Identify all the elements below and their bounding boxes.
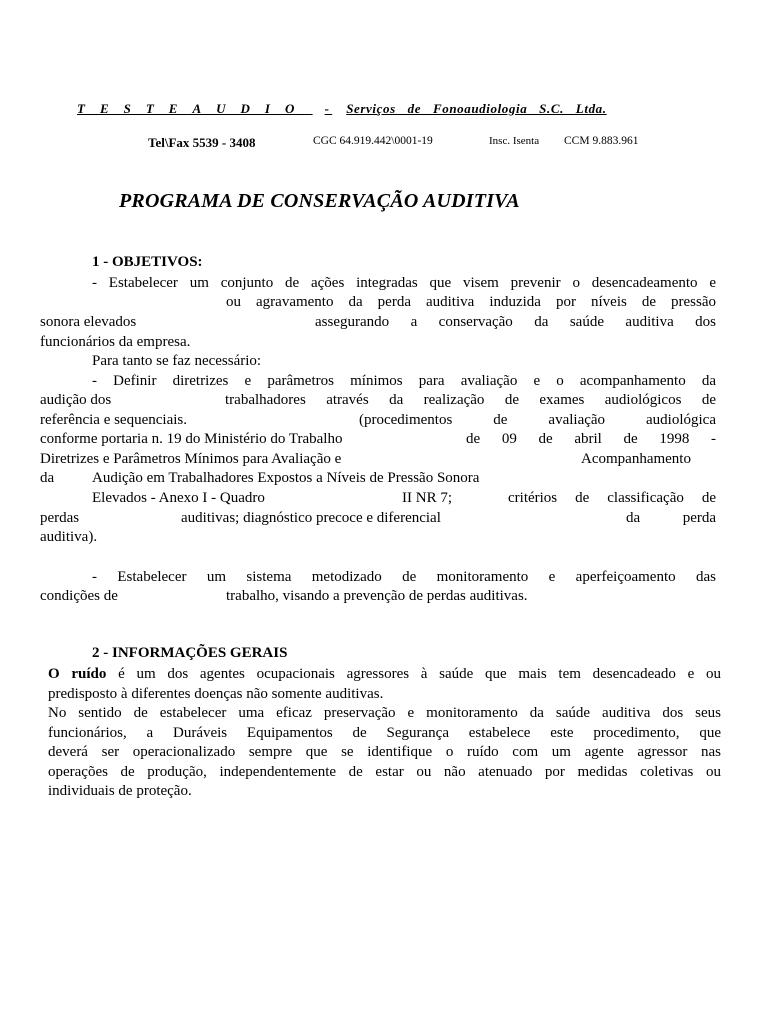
header-dash: - — [324, 101, 329, 116]
document-title: PROGRAMA DE CONSERVAÇÃO AUDITIVA — [119, 190, 520, 212]
body-text: Elevados - Anexo I - Quadro — [92, 490, 265, 506]
body-text: da — [40, 470, 55, 486]
body-line — [40, 509, 716, 528]
body-text: Audição em Trabalhadores Expostos a Níveis de Pressão Sonora — [92, 470, 480, 486]
body-line: funcionários, a Duráveis Equipamentos de Segurança estabelece este procedimento, que — [48, 725, 721, 741]
body-line — [40, 391, 716, 410]
body-text: assegurando a conservação da saúde auditiva dos — [315, 314, 716, 330]
body-text: (procedimentos de avaliação audiológica — [359, 412, 716, 428]
body-line: deverá ser operacionalizado sempre que se identifique o ruído com um agente agressor nas — [48, 744, 721, 760]
body-line: - Definir diretrizes e parâmetros mínimos para avaliação e o acompanhamento da — [92, 373, 716, 389]
body-text: perdas — [40, 510, 80, 526]
body-line — [40, 411, 716, 430]
cgc-number: CGC 64.919.442\0001-19 — [313, 135, 433, 147]
body-text: sonora elevados — [40, 314, 137, 330]
body-text: é um dos agentes ocupacionais agressores à saúde que mais tem desencadeado e ou — [118, 666, 721, 682]
body-text: trabalho, visando a prevenção de perdas auditivas. — [226, 588, 528, 604]
body-line: predisposto à diferentes doenças não somente auditivas. — [48, 686, 384, 702]
body-line — [40, 469, 716, 488]
body-text: II NR 7; — [402, 490, 452, 506]
insc-status: Insc. Isenta — [489, 135, 540, 147]
bold-term: O ruído — [48, 666, 107, 682]
company-header — [77, 101, 607, 117]
body-line — [40, 587, 716, 606]
body-line: No sentido de estabelecer uma eficaz preservação e monitoramento da saúde auditiva dos seus — [48, 705, 721, 721]
body-text: trabalhadores através da realização de exames audiológicos de — [225, 392, 716, 408]
body-line: individuais de proteção. — [48, 783, 192, 799]
body-text: da perda — [626, 510, 716, 526]
body-text: auditivas; diagnóstico precoce e diferencial — [181, 510, 441, 526]
section-1-heading: 1 - OBJETIVOS: — [92, 254, 203, 270]
body-line — [40, 430, 716, 449]
body-text: audição dos — [40, 392, 112, 408]
body-text: critérios de classificação de — [508, 490, 716, 506]
body-text: Diretrizes e Parâmetros Mínimos para Avaliação e — [40, 451, 342, 467]
body-text: conforme portaria n. 19 do Ministério do Trabalho — [40, 431, 343, 447]
body-line: auditiva). — [40, 529, 98, 545]
body-text: referência e sequenciais. — [40, 412, 187, 428]
body-text: ou agravamento da perda auditiva induzida por níveis de pressão — [226, 294, 716, 310]
body-line: funcionários da empresa. — [40, 334, 191, 350]
ccm-number: CCM 9.883.961 — [564, 135, 639, 147]
tel-fax: Tel\Fax 5539 - 3408 — [148, 135, 256, 150]
body-line — [40, 450, 716, 469]
body-line: - Estabelecer um sistema metodizado de monitoramento e aperfeiçoamento das — [92, 569, 716, 585]
company-name-letters: TESTEAUDIO — [77, 101, 310, 116]
body-line — [40, 313, 716, 332]
section-2-heading: 2 - INFORMAÇÕES GERAIS — [92, 645, 288, 661]
body-text: de 09 de abril de 1998 - — [466, 431, 716, 447]
company-services: Serviços de Fonoaudiologia S.C. Ltda. — [346, 101, 607, 116]
body-line: - Estabelecer um conjunto de ações integradas que visem prevenir o desencadeamento e — [92, 275, 716, 291]
body-text: Acompanhamento — [581, 451, 691, 467]
body-line: Para tanto se faz necessário: — [92, 353, 262, 369]
body-line — [48, 665, 721, 684]
body-text: condições de — [40, 588, 118, 604]
body-line: operações de produção, independentemente de estar ou não atenuado por medidas coletivas ou — [48, 764, 721, 780]
